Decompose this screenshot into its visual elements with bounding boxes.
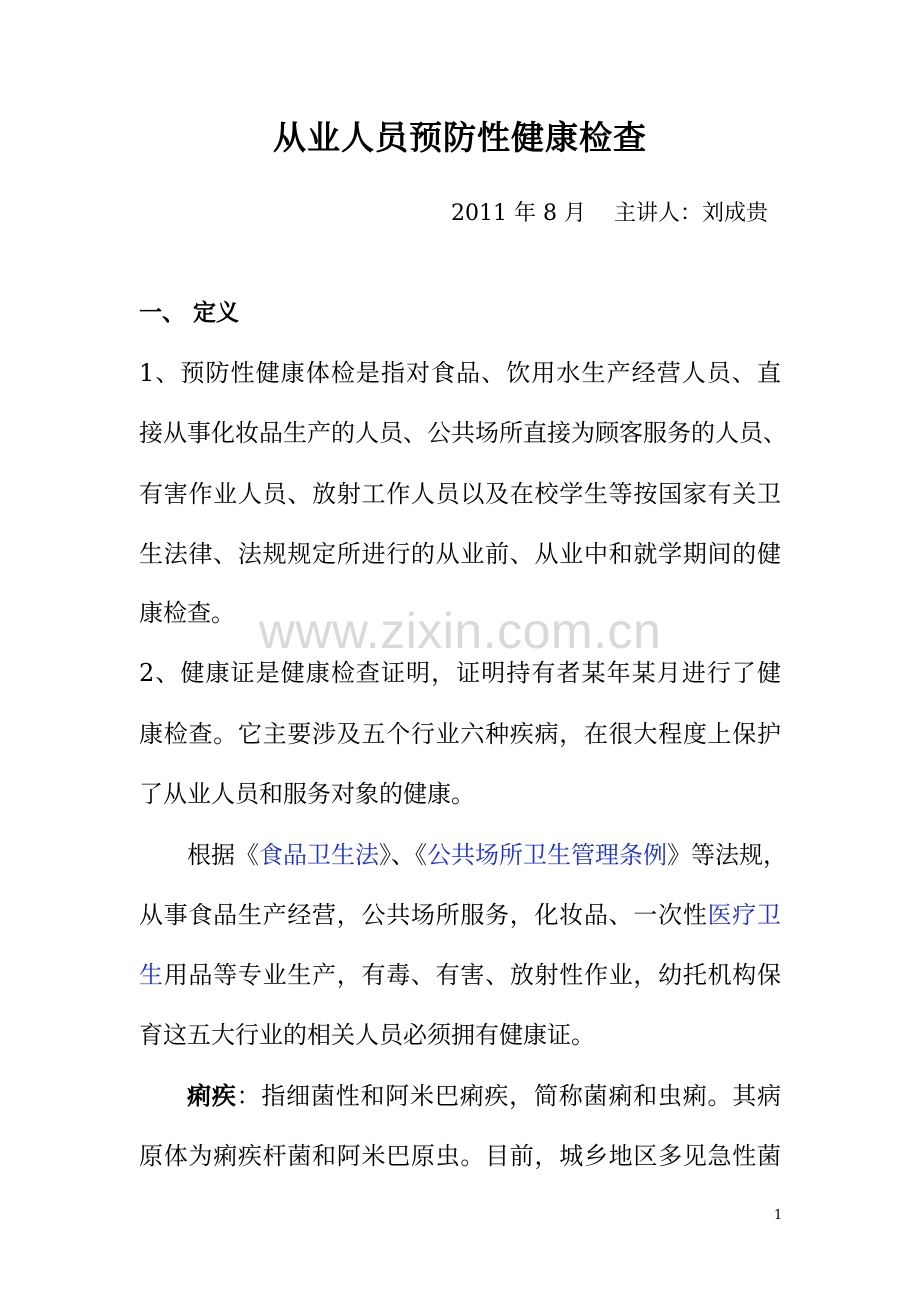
paragraph-line: 康检查。 <box>139 599 235 627</box>
paragraph-line: 康检查。它主要涉及五个行业六种疾病，在很大程度上保护 <box>139 720 781 748</box>
law-link-public-places[interactable]: 公共场所卫生管理条例 <box>427 841 667 869</box>
page-number: 1 <box>774 1208 783 1223</box>
text-run: ：指细菌性和阿米巴痢疾，简称菌痢和虫痢。其病 <box>236 1082 782 1110</box>
paragraph-line: 生法律、法规规定所进行的从业前、从业中和就学期间的健 <box>139 540 781 568</box>
text-run: 根据《 <box>187 841 259 869</box>
law-link-food-hygiene[interactable]: 食品卫生法 <box>259 841 379 869</box>
paragraph-line <box>187 1079 781 1113</box>
paragraph-line: 育这五大行业的相关人员必须拥有健康证。 <box>139 1021 595 1049</box>
paragraph-line: 接从事化妆品生产的人员、公共场所直接为顾客服务的人员、 <box>139 419 787 447</box>
text-run: 》、《 <box>379 841 427 869</box>
text-run: 》等法规， <box>667 841 787 869</box>
paragraph-line: 了从业人员和服务对象的健康。 <box>139 780 475 808</box>
paragraph-line: 有害作业人员、放射工作人员以及在校学生等按国家有关卫 <box>139 480 781 508</box>
link-medical-hygiene[interactable]: 医疗卫 <box>707 901 782 929</box>
byline: 2011 年 8 月 主讲人：刘成贵 <box>451 201 768 226</box>
document-title: 从业人员预防性健康检查 <box>273 118 647 157</box>
paragraph-line: 2、健康证是健康检查证明，证明持有者某年某月进行了健 <box>139 659 781 687</box>
paragraph-line <box>187 838 787 872</box>
paragraph-line <box>139 898 781 932</box>
watermark: www.zixin.com.cn <box>258 603 662 659</box>
paragraph-line: 1、预防性健康体检是指对食品、饮用水生产经营人员、直 <box>139 359 781 387</box>
term-dysentery: 痢疾 <box>187 1081 237 1110</box>
paragraph-line: 原体为痢疾杆菌和阿米巴原虫。目前，城乡地区多见急性菌 <box>139 1142 781 1170</box>
paragraph-line <box>139 958 781 992</box>
text-run: 用品等专业生产，有毒、有害、放射性作业，幼托机构保 <box>163 961 782 989</box>
section-heading: 一、 定义 <box>139 299 240 326</box>
text-run: 从事食品生产经营，公共场所服务，化妆品、一次性 <box>139 901 708 929</box>
link-medical-hygiene-cont[interactable]: 生 <box>139 961 164 989</box>
